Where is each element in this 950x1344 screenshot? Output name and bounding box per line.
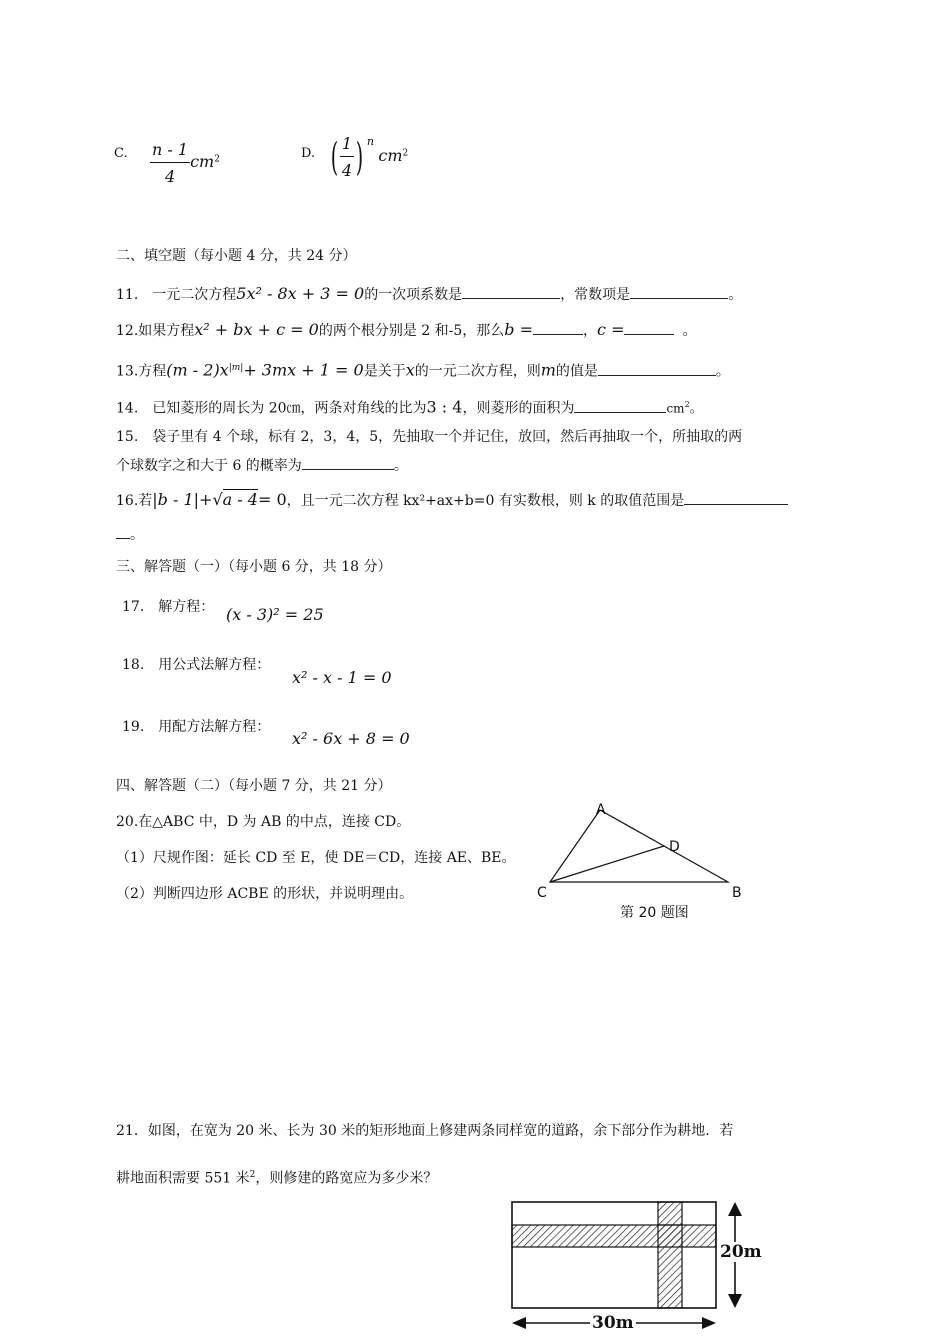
option-d-exponent: n bbox=[366, 135, 374, 149]
question-11 bbox=[116, 283, 742, 305]
q21-field-figure bbox=[506, 1200, 776, 1340]
q13-m: m bbox=[540, 360, 556, 380]
q16-blank-1[interactable] bbox=[684, 489, 788, 505]
q17-equation: (x - 3)² = 25 bbox=[226, 605, 324, 624]
length-arrow-left bbox=[512, 1317, 526, 1329]
q11-prefix: 11. 一元二次方程 bbox=[116, 287, 237, 303]
q19-label: 19. 用配方法解方程： bbox=[122, 719, 271, 735]
q13-x: x bbox=[405, 360, 415, 380]
option-c-denominator: 4 bbox=[164, 167, 176, 186]
q18-equation: x² - x - 1 = 0 bbox=[292, 668, 392, 687]
q16-prefix: 16.若 bbox=[116, 493, 153, 509]
q14-end: 。 bbox=[689, 400, 704, 417]
q20-label-b: B bbox=[732, 885, 742, 901]
q21-width-label: 20m bbox=[720, 1242, 762, 1262]
q12-b: b = bbox=[504, 320, 534, 339]
q14-text: 14. 已知菱形的周长为 20㎝，两条对角线的比为 bbox=[116, 400, 427, 417]
q16-blank-2[interactable] bbox=[116, 523, 130, 539]
q13-expr-1: (m - 2)x bbox=[166, 360, 229, 380]
width-arrow-bottom bbox=[728, 1294, 742, 1308]
q12-equation: x² + bx + c = 0 bbox=[194, 320, 319, 339]
q19-equation: x² - 6x + 8 = 0 bbox=[292, 729, 410, 748]
q20-part-1: （1）尺规作图：延长 CD 至 E，使 DE＝CD，连接 AE、BE。 bbox=[116, 850, 516, 866]
option-d-label: D. bbox=[301, 146, 316, 161]
q13-blank[interactable] bbox=[598, 360, 716, 376]
q12-mid: 的两个根分别是 2 和-5，那么 bbox=[318, 323, 505, 339]
horizontal-road bbox=[512, 1225, 716, 1247]
section-2-heading: 二、填空题（每小题 4 分，共 24 分） bbox=[116, 248, 357, 264]
q13-expr-2: + 3mx + 1 = 0 bbox=[243, 360, 364, 380]
question-15-line-1: 15. 袋子里有 4 个球，标有 2，3，4，5，先抽取一个并记住，放回，然后再抽取一个，所抽取的两 bbox=[116, 429, 743, 445]
question-16-line-2 bbox=[116, 523, 144, 545]
q13-mid-2: 的一元二次方程，则 bbox=[414, 363, 541, 380]
q11-blank-2[interactable] bbox=[630, 283, 728, 299]
option-c-numerator: n - 1 bbox=[150, 140, 190, 163]
q20-label-c: C bbox=[537, 885, 547, 901]
q12-c: c = bbox=[597, 320, 625, 339]
q16-abs-close: | bbox=[193, 490, 200, 509]
q21-line-2a: 耕地面积需要 551 米 bbox=[116, 1170, 250, 1187]
q13-mid: 是关于 bbox=[363, 363, 406, 380]
q16-eq: = 0 bbox=[257, 490, 287, 509]
option-d-unit-exp: 2 bbox=[402, 148, 409, 159]
q16-plus: + bbox=[199, 490, 213, 509]
option-c-unit: cm bbox=[190, 152, 215, 171]
q16-sqrt-inner: a - 4 bbox=[222, 490, 258, 509]
q12-blank-b[interactable] bbox=[533, 319, 583, 335]
triangle-abc bbox=[550, 810, 728, 882]
q14-unit: cm bbox=[666, 401, 685, 416]
q11-equation: 5x² - 8x + 3 = 0 bbox=[236, 284, 365, 303]
q13-prefix: 13.方程 bbox=[116, 363, 167, 380]
q15-blank[interactable] bbox=[302, 454, 394, 470]
q11-mid: 的一次项系数是 bbox=[364, 287, 463, 303]
question-14 bbox=[116, 395, 704, 419]
q11-blank-1[interactable] bbox=[462, 283, 560, 299]
q16-abs-open: | bbox=[152, 490, 158, 509]
q20-label-a: A bbox=[596, 802, 606, 818]
q16-sqrt-sign: √ bbox=[212, 490, 223, 509]
q11-end: 。 bbox=[728, 287, 743, 303]
q13-end: 。 bbox=[715, 363, 730, 380]
q12-end: 。 bbox=[682, 323, 697, 339]
segment-cd bbox=[550, 846, 664, 882]
q14-ratio: 3 : 4 bbox=[426, 397, 463, 417]
question-13 bbox=[116, 358, 730, 382]
q20-text: 20.在△ABC 中，D 为 AB 的中点，连接 CD。 bbox=[116, 814, 411, 830]
vertical-road bbox=[658, 1202, 682, 1308]
q16-abs-inner: b - 1 bbox=[157, 490, 194, 509]
q20-label-d: D bbox=[669, 839, 680, 855]
q14-unit-exp: 2 bbox=[684, 400, 690, 409]
q21-length-label: 30m bbox=[592, 1313, 634, 1333]
q16-mid: ，且一元二次方程 kx²+ax+b=0 有实数根，则 k 的取值范围是 bbox=[286, 493, 685, 509]
width-arrow-top bbox=[728, 1202, 742, 1216]
option-c-unit-exp: 2 bbox=[214, 154, 220, 165]
option-d-numerator: 1 bbox=[340, 134, 354, 157]
q21-line-2b: ，则修建的路宽应为多少米？ bbox=[255, 1170, 438, 1187]
option-c-fraction bbox=[150, 140, 220, 186]
question-12 bbox=[116, 319, 696, 341]
q14-mid: ，则菱形的面积为 bbox=[462, 400, 575, 417]
option-d-unit: cm bbox=[378, 146, 403, 165]
q21-line-1: 21．如图，在宽为 20 米、长为 30 米的矩形地面上修建两条同样宽的道路，余下部分作为耕地．若 bbox=[116, 1123, 734, 1139]
q15-end: 。 bbox=[393, 458, 408, 474]
q17-label: 17. 解方程： bbox=[122, 599, 215, 615]
option-c-label: C. bbox=[114, 146, 128, 161]
option-d-fraction: ( $\frac{1}{4}$ ) $^n$ $cm^2$ bbox=[330, 134, 409, 180]
length-arrow-right bbox=[702, 1317, 716, 1329]
q13-mid-3: 的值是 bbox=[555, 363, 598, 380]
section-3-heading: 三、解答题（一）（每小题 6 分，共 18 分） bbox=[116, 559, 392, 575]
question-16 bbox=[116, 489, 788, 511]
q14-blank[interactable] bbox=[574, 397, 666, 413]
q15-text: 个球数字之和大于 6 的概率为 bbox=[116, 458, 302, 474]
q21-exponent: 2 bbox=[249, 1170, 256, 1180]
section-4-heading: 四、解答题（二）（每小题 7 分，共 21 分） bbox=[116, 778, 392, 794]
q20-caption: 第 20 题图 bbox=[620, 905, 689, 921]
q12-comma: ， bbox=[583, 323, 598, 339]
q18-label: 18. 用公式法解方程： bbox=[122, 657, 271, 673]
q12-blank-c[interactable] bbox=[624, 319, 674, 335]
option-d-denominator: 4 bbox=[341, 161, 353, 180]
q13-exponent: |m| bbox=[228, 363, 244, 373]
question-15-line-2 bbox=[116, 454, 408, 476]
q21-line-2 bbox=[116, 1165, 437, 1189]
q16-end: 。 bbox=[130, 527, 144, 543]
q12-prefix: 12.如果方程 bbox=[116, 323, 195, 339]
q20-part-2: （2）判断四边形 ACBE 的形状，并说明理由。 bbox=[116, 886, 414, 902]
q11-sep: ，常数项是 bbox=[560, 287, 631, 303]
field-rectangle bbox=[512, 1202, 716, 1308]
